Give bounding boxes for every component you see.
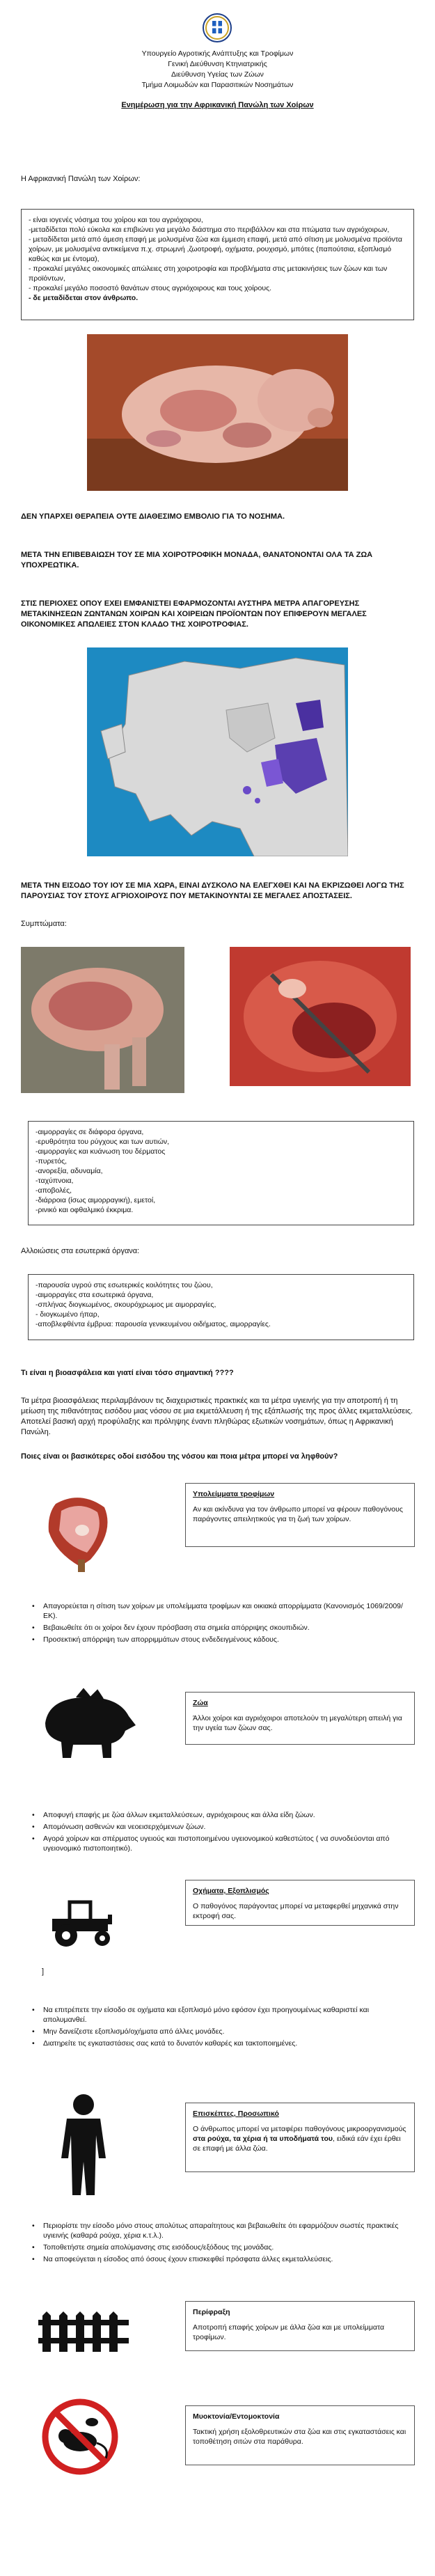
header-line: Υπουργείο Αγροτικής Ανάπτυξης και Τροφίμων bbox=[141, 49, 294, 58]
boar-icon bbox=[35, 1685, 139, 1761]
ministry-header bbox=[0, 49, 435, 91]
bullet-item: • Μην δανείζεστε εξοπλισμό/οχήματα από άλλες μονάδες. bbox=[28, 2027, 414, 2036]
bullet-item: • Να αποφεύγεται η είσοδος από όσους έχουν επισκεφθεί πρόσφατα άλλες εκμεταλλεύσεις. bbox=[28, 2254, 414, 2264]
person-icon bbox=[56, 2092, 111, 2197]
section-food-bullets bbox=[28, 1601, 414, 1647]
symptom-item: -ρινικό και οφθαλμικό έκκριμα. bbox=[35, 1206, 134, 1214]
section-text: Άλλοι χοίροι και αγριόχοιροι αποτελούν τη μεγαλύτερη απειλή για την υγεία των ζώων σας. bbox=[193, 1714, 402, 1732]
stray-bracket: ] bbox=[42, 1968, 45, 1976]
section-vehicles-bullets bbox=[28, 2005, 414, 2050]
section-heading: Μυοκτονία/Εντομοκτονία bbox=[193, 2412, 280, 2421]
symptoms-box bbox=[28, 1121, 414, 1225]
section-text-emphasis: στα ρούχα, τα χέρια ή τα υποδήματά του bbox=[193, 2135, 333, 2143]
ham-icon bbox=[42, 1490, 118, 1573]
section-text-part: Ο άνθρωπος μπορεί να μεταφέρει παθογόνους μικροοργανισμούς bbox=[193, 2125, 406, 2133]
sick-pig-photo bbox=[87, 334, 348, 491]
intro-text: Η Αφρικανική Πανώλη των Χοίρων: bbox=[21, 175, 141, 183]
europe-map bbox=[87, 647, 348, 856]
section-text-part: , ειδικά εάν έχει έρθει σε επαφή με άλλα ζώα. bbox=[193, 2135, 401, 2153]
fact-line: - είναι ιογενές νόσημα του χοίρου και του αγριόχοιρου, bbox=[29, 216, 203, 224]
internal-item: -αποβλεφθέντα έμβρυα: παρουσία γενικευμένου οιδήματος, αιμορραγίες. bbox=[35, 1320, 271, 1328]
internal-item: -σπλήνας διογκωμένος, σκουρόχρωμος με αιμορραγίες, bbox=[35, 1301, 216, 1309]
symptom-photo-hemorrhage bbox=[230, 947, 411, 1086]
bullet-item: • Απομόνωση ασθενών και νεοεισερχόμενων ζώων. bbox=[28, 1822, 414, 1832]
internal-item: - διογκωμένο ήπαρ, bbox=[35, 1310, 100, 1319]
entry-text: ΜΕΤΑ ΤΗΝ ΕΙΣΟΔΟ ΤΟΥ ΙΟΥ ΣΕ ΜΙΑ ΧΩΡΑ, ΕΙΝΑΙ ΔΥΣΚΟΛΟ ΝΑ ΕΛΕΓΧΘΕΙ ΚΑΙ ΝΑ ΕΚΡΙΖΩΘΕΙ ΛΟΓΩ ΤΗΣ ΠΑΡΟΥΣΙΑΣ ΤΟΥ ΣΤΟΥΣ ΑΓΡΙΟΧΟΙΡΟΥΣ ΠΟΥ ΜΕΤΑΚΙΝΟΥΝΤΑΙ ΣΕ ΜΕΓΑΛΕΣ ΑΠΟΣΤΑΣΕΙΣ. bbox=[21, 881, 404, 900]
tractor-icon bbox=[38, 1894, 122, 1949]
fact-line: -μεταδίδεται πολύ εύκολα και επιβιώνει για μεγάλο διάστημα στο περιβάλλον και στα πτώματα των αγριόχοιρων, bbox=[29, 226, 390, 234]
section-fence-box bbox=[185, 2301, 415, 2351]
section-vehicles-box bbox=[185, 1880, 415, 1926]
section-text: Τακτική χρήση εξολοθρευτικών στα ζώα και στις εγκαταστάσεις και τοποθέτηση σιτών στα παράθυρα. bbox=[193, 2428, 406, 2446]
symptom-photo-skin bbox=[21, 947, 184, 1093]
section-visitors-box bbox=[185, 2103, 415, 2172]
biosecurity-question: Τι είναι η βιοασφάλεια και γιατί είναι τόσο σημαντική ???? bbox=[21, 1369, 234, 1377]
section-food-box bbox=[185, 1483, 415, 1547]
section-animals-box bbox=[185, 1692, 415, 1745]
bullet-item: • Διατηρείτε τις εγκαταστάσεις σας κατά το δυνατόν καθαρές και τακτοποιημένες. bbox=[28, 2039, 414, 2048]
symptom-item: -αποβολές, bbox=[35, 1186, 72, 1195]
pathways-question: Ποιες είναι οι βασικότερες οδοί εισόδου της νόσου και ποια μέτρα μπορεί να ληφθούν? bbox=[21, 1452, 338, 1461]
no-therapy-text: ΔΕΝ ΥΠΑΡΧΕΙ ΘΕΡΑΠΕΙΑ ΟΥΤΕ ΔΙΑΘΕΣΙΜΟ ΕΜΒΟΛΙΟ ΓΙΑ ΤΟ ΝΟΣΗΜΑ. bbox=[21, 512, 285, 521]
internal-box bbox=[28, 1274, 414, 1340]
section-text: Αν και ακίνδυνα για τον άνθρωπο μπορεί να φέρουν παθογόνους παράγοντες απειλητικούς για τη ζωή των χοίρων. bbox=[193, 1505, 403, 1523]
symptom-item: -ανορεξία, αδυναμία, bbox=[35, 1167, 103, 1175]
internal-item: -παρουσία υγρού στις εσωτερικές κοιλότητες του ζώου, bbox=[35, 1281, 213, 1289]
symptom-item: -αιμορραγίες σε διάφορα όργανα, bbox=[35, 1128, 144, 1136]
fact-line: - προκαλεί μεγάλες οικονομικές απώλειες στη χοιροτροφία και προβλήματα στις μετακινήσεις των ζώων και των προϊόντων, bbox=[29, 265, 388, 283]
internal-label: Αλλοιώσεις στα εσωτερικά όργανα: bbox=[21, 1247, 140, 1255]
section-heading: Περίφραξη bbox=[193, 2308, 230, 2316]
after-confirmation-text: ΜΕΤΑ ΤΗΝ ΕΠΙΒΕΒΑΙΩΣΗ ΤΟΥ ΣΕ ΜΙΑ ΧΟΙΡΟΤΡΟΦΙΚΗ ΜΟΝΑΔΑ, ΘΑΝΑΤΟΝΟΝΤΑΙ ΟΛΑ ΤΑ ΖΩΑ ΥΠΟΧΡΕΩΤΙΚΑ. bbox=[21, 551, 373, 570]
header-line: Γενική Διεύθυνση Κτηνιατρικής bbox=[168, 60, 267, 68]
symptom-item: -αιμορραγίες και κυάνωση του δέρματος bbox=[35, 1147, 166, 1156]
symptoms-label: Συμπτώματα: bbox=[21, 920, 67, 928]
facts-box bbox=[21, 209, 414, 320]
bullet-item: • Βεβαιωθείτε ότι οι χοίροι δεν έχουν πρόσβαση στα σημεία απόρριψης σκουπιδιών. bbox=[28, 1623, 414, 1633]
greek-emblem-icon bbox=[202, 13, 232, 43]
biosecurity-text: Τα μέτρα βιοασφάλειας περιλαμβάνουν τις διαχειριστικές πρακτικές και τα μέτρα υγιεινής για την αποτροπή ή τη μείωση της πιθανότητας εισόδου μιας νόσου σε μια εκμετάλλευση ή της εξάπλωσής της προς άλλες εκμεταλλεύσεις. Αποτελεί βασική αρχή προφύλαξης και πρόληψης έναντι πληθώρας εξωτικών νοσημάτων, όπως η Αφρικανική Πανώλη. bbox=[21, 1397, 413, 1436]
section-heading: Υπολείμματα τροφίμων bbox=[193, 1490, 275, 1498]
symptom-item: -διάρροια (ίσως αιμορραγική), εμετοί, bbox=[35, 1196, 156, 1204]
page-title: Ενημέρωση για την Αφρικανική Πανώλη των Χοίρων bbox=[121, 101, 314, 109]
fact-line: - μεταδίδεται μετά από άμεση επαφή με μολυσμένα ζώα και έμμεση επαφή, μετά από σίτιση με μολυσμένα προϊόντα χοίρων, με μολυσμένα αντικείμενα π.χ. στρωμνή ,ζωοτροφή, οχήματα, ρουχισμό, μπότες (παπούτσια, εξοπλισμό καθώς και με έντομα), bbox=[29, 235, 402, 263]
restrictions-text: ΣΤΙΣ ΠΕΡΙΟΧΕΣ ΟΠΟΥ ΕΧΕΙ ΕΜΦΑΝΙΣΤΕΙ ΕΦΑΡΜΟΖΟΝΤΑΙ ΑΥΣΤΗΡΑ ΜΕΤΡΑ ΑΠΑΓΟΡΕΥΣΗΣ ΜΕΤΑΚΙΝΗΣΕΩΝ ΖΩΝΤΑΝΩΝ ΧΟΙΡΩΝ ΚΑΙ ΧΟΙΡΕΙΩΝ ΠΡΟΪΟΝΤΩΝ ΠΟΥ ΕΠΙΦΕΡΟΥΝ ΜΕΓΑΛΕΣ ΟΙΚΟΝΟΜΙΚΕΣ ΑΠΩΛΕΙΕΣ ΣΤΟΝ ΚΛΑΔΟ ΤΗΣ ΧΟΙΡΟΤΡΟΦΙΑΣ. bbox=[21, 599, 367, 629]
fence-icon bbox=[38, 2310, 129, 2352]
fact-line: - δε μεταδίδεται στον άνθρωπο. bbox=[29, 294, 139, 302]
bullet-item: • Να επιτρέπετε την είσοδο σε οχήματα και εξοπλισμό μόνο εφόσον έχει προηγουμένως καθαριστεί και απολυμανθεί. bbox=[28, 2005, 414, 2025]
section-pest-box bbox=[185, 2405, 415, 2465]
symptom-item: -πυρετός, bbox=[35, 1157, 68, 1165]
section-text: Αποτροπή επαφής χοίρων με άλλα ζώα και με υπολείμματα τροφίμων. bbox=[193, 2323, 385, 2341]
section-visitors-bullets bbox=[28, 2221, 414, 2266]
no-rodent-icon bbox=[42, 2398, 118, 2475]
bullet-item: • Απαγορεύεται η σίτιση των χοίρων με υπολείμματα τροφίμων και οικιακά απορρίμματα (Κανονισμός 1069/2009/ΕΚ). bbox=[28, 1601, 414, 1621]
bullet-item: • Περιορίστε την είσοδο μόνο στους απολύτως απαραίτητους και βεβαιωθείτε ότι εφαρμόζουν σωστές πρακτικές υγιεινής (καθαρά ρούχα, χέρια κ.τ.λ.). bbox=[28, 2221, 414, 2240]
section-text: Ο παθογόνος παράγοντας μπορεί να μεταφερθεί μηχανικά στην εκτροφή σας. bbox=[193, 1902, 399, 1920]
bullet-item: • Τοποθετήστε σημεία απολύμανσης στις εισόδους/εξόδους της μονάδας. bbox=[28, 2243, 414, 2252]
section-heading: Επισκέπτες, Προσωπικό bbox=[193, 2110, 279, 2118]
symptom-item: -ερυθρότητα του ρύγχους και των αυτιών, bbox=[35, 1138, 170, 1146]
bullet-item: • Αποφυγή επαφής με ζώα άλλων εκμεταλλεύσεων, αγριόχοιρους και άλλα είδη ζώων. bbox=[28, 1810, 414, 1820]
symptom-item: -ταχύπνοια, bbox=[35, 1177, 74, 1185]
section-text bbox=[193, 2124, 407, 2153]
internal-item: -αιμορραγίες στα εσωτερικά όργανα, bbox=[35, 1291, 154, 1299]
section-animals-bullets bbox=[28, 1810, 414, 1855]
header-line: Τμήμα Λοιμωδών και Παρασιτικών Νοσημάτων bbox=[141, 81, 294, 89]
header-line: Διεύθυνση Υγείας των Ζώων bbox=[171, 70, 264, 79]
fact-line: - προκαλεί μεγάλο ποσοστό θανάτων στους αγριόχοιρους και τους χοίρους. bbox=[29, 284, 272, 292]
section-heading: Ζώα bbox=[193, 1699, 208, 1707]
bullet-item: • Προσεκτική απόρριψη των απορριμμάτων στους ενδεδειγμένους κάδους. bbox=[28, 1635, 414, 1644]
section-heading: Οχήματα, Εξοπλισμός bbox=[193, 1887, 269, 1895]
bullet-item: • Αγορά χοίρων και σπέρματος υγειούς και πιστοποιημένου υγειονομικού καθεστώτος ( να συνοδεύονται από υγειονομικό πιστοποιητικό). bbox=[28, 1834, 414, 1853]
